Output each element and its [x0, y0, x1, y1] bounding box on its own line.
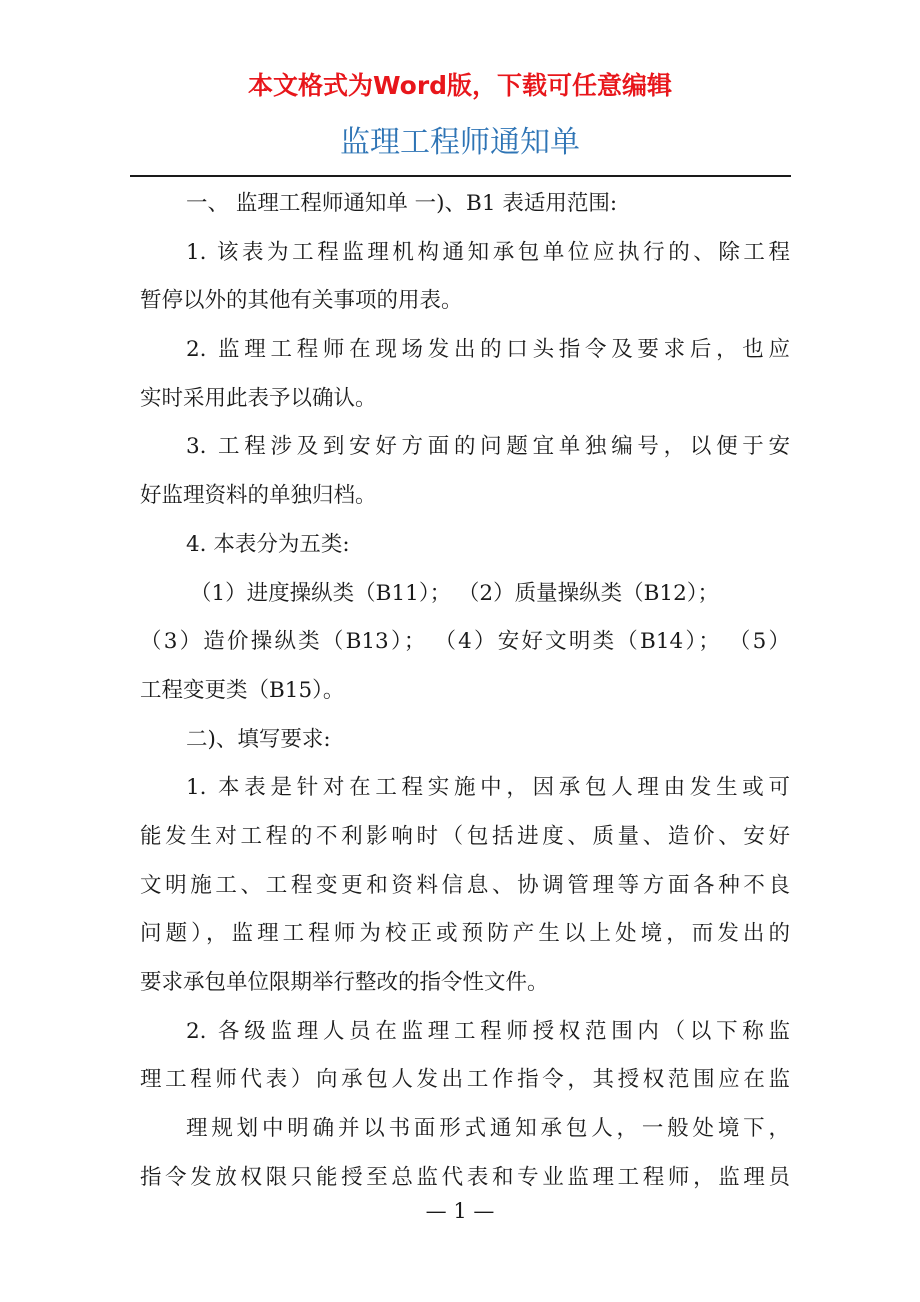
- paragraph-line: 2. 监理工程师在现场发出的口头指令及要求后，也应: [186, 337, 790, 363]
- category-list-line: （1）进度操纵类（B11）； （2）质量操纵类（B12）；: [190, 580, 720, 606]
- paragraph-line: 暂停以外的其他有关事项的用表。: [140, 288, 463, 314]
- paragraph-line: 理工程师代表）向承包人发出工作指令，其授权范围应在监: [140, 1067, 790, 1093]
- paragraph-line: 好监理资料的单独归档。: [140, 483, 377, 509]
- category-list-line: （3）造价操纵类（B13）； （4）安好文明类（B14）； （5）: [140, 629, 790, 655]
- paragraph-line: 1. 本表是针对在工程实施中，因承包人理由发生或可: [186, 775, 790, 801]
- paragraph-line: 问题），监理工程师为校正或预防产生以上处境，而发出的: [140, 921, 790, 947]
- paragraph-line: 3. 工程涉及到安好方面的问题宜单独编号，以便于安: [186, 434, 790, 460]
- paragraph-line: 要求承包单位限期举行整改的指令性文件。: [140, 970, 549, 995]
- paragraph-line: 指令发放权限只能授至总监代表和专业监理工程师，监理员: [140, 1164, 790, 1190]
- section-heading-2: 二)、填写要求:: [186, 726, 331, 752]
- format-notice-banner: 本文格式为Word版，下载可任意编辑: [247, 71, 673, 100]
- page-number: — 1 —: [425, 1199, 495, 1223]
- title-divider: [130, 175, 791, 177]
- document-body: [140, 180, 790, 1202]
- paragraph-line: 能发生对工程的不利影响时（包括进度、质量、造价、安好: [140, 823, 790, 849]
- section-heading-1: 一、 监理工程师通知单 一)、B1 表适用范围:: [186, 191, 618, 216]
- paragraph-line: 理规划中明确并以书面形式通知承包人，一般处境下，: [186, 1116, 790, 1142]
- paragraph-line: 实时采用此表予以确认。: [140, 385, 377, 411]
- paragraph-line: 1. 该表为工程监理机构通知承包单位应执行的、除工程: [186, 239, 790, 265]
- document-title: 监理工程师通知单: [340, 125, 580, 160]
- category-list-line: 工程变更类（B15）。: [140, 677, 345, 703]
- paragraph-line: 2. 各级监理人员在监理工程师授权范围内（以下称监: [186, 1018, 790, 1044]
- paragraph-line: 文明施工、工程变更和资料信息、协调管理等方面各种不良: [140, 872, 790, 898]
- paragraph-line: 4. 本表分为五类:: [186, 531, 350, 557]
